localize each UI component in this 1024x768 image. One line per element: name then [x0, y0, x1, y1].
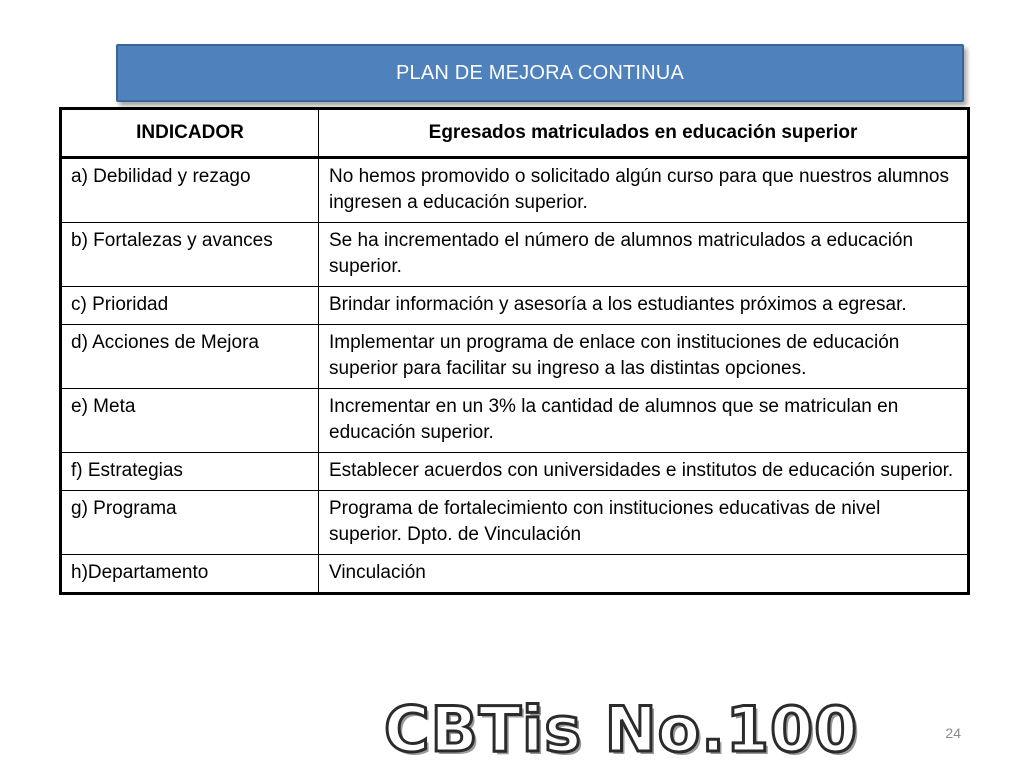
table-row — [61, 287, 969, 325]
row-label: h)Departamento — [61, 555, 319, 594]
slide-title: PLAN DE MEJORA CONTINUA — [396, 61, 684, 84]
row-label: a) Debilidad y rezago — [61, 158, 319, 223]
table-row — [61, 389, 969, 453]
header-indicator-value: Egresados matriculados en educación superior — [319, 109, 969, 158]
row-value: Vinculación — [319, 555, 969, 594]
table-row — [61, 453, 969, 491]
row-label: c) Prioridad — [61, 287, 319, 325]
table-row — [61, 555, 969, 594]
table-row — [61, 325, 969, 389]
row-value: Programa de fortalecimiento con instituciones educativas de nivel superior. Dpto. de Vinculación — [319, 491, 969, 555]
table-row — [61, 223, 969, 287]
row-value: Brindar información y asesoría a los estudiantes próximos a egresar. — [319, 287, 969, 325]
row-label: e) Meta — [61, 389, 319, 453]
row-label: g) Programa — [61, 491, 319, 555]
header-indicator: INDICADOR — [61, 109, 319, 158]
page-number: 24 — [945, 725, 961, 741]
row-value: Se ha incrementado el número de alumnos matriculados a educación superior. — [319, 223, 969, 287]
row-value: Establecer acuerdos con universidades e institutos de educación superior. — [319, 453, 969, 491]
table-row — [61, 158, 969, 223]
table-header-row — [61, 109, 969, 158]
table-row — [61, 491, 969, 555]
row-value: Incrementar en un 3% la cantidad de alumnos que se matriculan en educación superior. — [319, 389, 969, 453]
row-value: Implementar un programa de enlace con instituciones de educación superior para facilitar su ingreso a las distintas opciones. — [319, 325, 969, 389]
row-label: d) Acciones de Mejora — [61, 325, 319, 389]
slide-title-banner — [116, 44, 964, 102]
row-label: b) Fortalezas y avances — [61, 223, 319, 287]
improvement-plan-table — [59, 107, 970, 595]
row-label: f) Estrategias — [61, 453, 319, 491]
school-logo-text: CBTis No.100 — [384, 693, 859, 766]
row-value: No hemos promovido o solicitado algún curso para que nuestros alumnos ingresen a educación superior. — [319, 158, 969, 223]
